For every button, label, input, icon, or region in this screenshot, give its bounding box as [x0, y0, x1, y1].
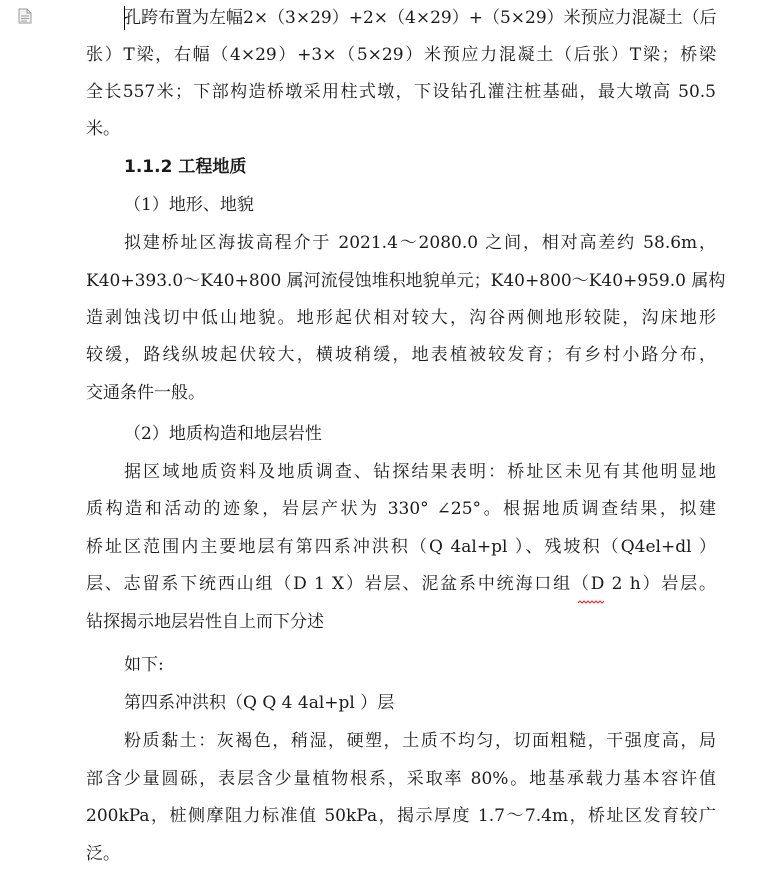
paragraph-line-12[interactable]: 桥址区范围内主要地层有第四系冲洪积（Q 4al+pl ）、残坡积（Q4el+dl ） [86, 537, 716, 557]
subheading-terrain[interactable]: （1）地形、地貌 [124, 195, 254, 215]
paragraph-line-15[interactable]: 如下: [124, 655, 164, 675]
stratum-heading[interactable]: 第四系冲洪积（Q Q 4 4al+pl ）层 [124, 693, 395, 713]
paragraph-line-6[interactable]: K40+393.0～K40+800 属河流侵蚀堆积地貌单元；K40+800～K40+959.0 属构 [86, 271, 726, 291]
paragraph-line-4[interactable]: 米。 [86, 119, 120, 139]
paragraph-line-8[interactable]: 较缓，路线纵坡起伏较大，横坡稍缓，地表植被较发育；有乡村小路分布， [86, 345, 716, 365]
paragraph-line-7[interactable]: 造剥蚀浅切中低山地貌。地形起伏相对较大，沟谷两侧地形较陡，沟床地形 [86, 308, 716, 328]
paragraph-line-18[interactable]: 200kPa，桩侧摩阻力标准值 50kPa，揭示厚度 1.7～7.4m，桥址区发育较广 [86, 806, 716, 826]
spellcheck-squiggle [578, 600, 604, 604]
paragraph-line-17[interactable]: 部含少量圆砾，表层含少量植物根系，采取率 80%。地基承载力基本容许值 [86, 769, 716, 789]
section-heading[interactable]: 1.1.2 工程地质 [124, 157, 247, 177]
document-icon [18, 8, 32, 24]
paragraph-line-11[interactable]: 质构造和活动的迹象，岩层产状为 330° ∠25°。根据地质调查结果，拟建 [86, 499, 716, 519]
subheading-geology[interactable]: （2）地质构造和地层岩性 [124, 424, 322, 444]
paragraph-line-19[interactable]: 泛。 [86, 844, 120, 864]
paragraph-line-10[interactable]: 据区域地质资料及地质调查、钻探结果表明：桥址区未见有其他明显地 [124, 462, 716, 482]
paragraph-line-3[interactable]: 全长557米；下部构造桥墩采用柱式墩，下设钻孔灌注桩基础，最大墩高 50.5 [86, 82, 716, 102]
paragraph-line-13[interactable]: 层、志留系下统西山组（D 1 X）岩层、泥盆系中统海口组（D 2 h）岩层。 [86, 574, 716, 594]
paragraph-line-9[interactable]: 交通条件一般。 [86, 383, 205, 403]
paragraph-line-1[interactable]: 孔跨布置为左幅2×（3×29）+2×（4×29）+（5×29）米预应力混凝土（后 [124, 8, 717, 28]
paragraph-line-2[interactable]: 张）T梁，右幅（4×29）+3×（5×29）米预应力混凝土（后张）T梁；桥梁 [86, 45, 716, 65]
paragraph-line-16[interactable]: 粉质黏土：灰褐色，稍湿，硬塑，土质不均匀，切面粗糙，干强度高，局 [124, 731, 716, 751]
paragraph-line-14[interactable]: 钻探揭示地层岩性自上而下分述 [86, 612, 324, 632]
paragraph-line-5[interactable]: 拟建桥址区海拔高程介于 2021.4～2080.0 之间，相对高差约 58.6m， [124, 233, 716, 253]
